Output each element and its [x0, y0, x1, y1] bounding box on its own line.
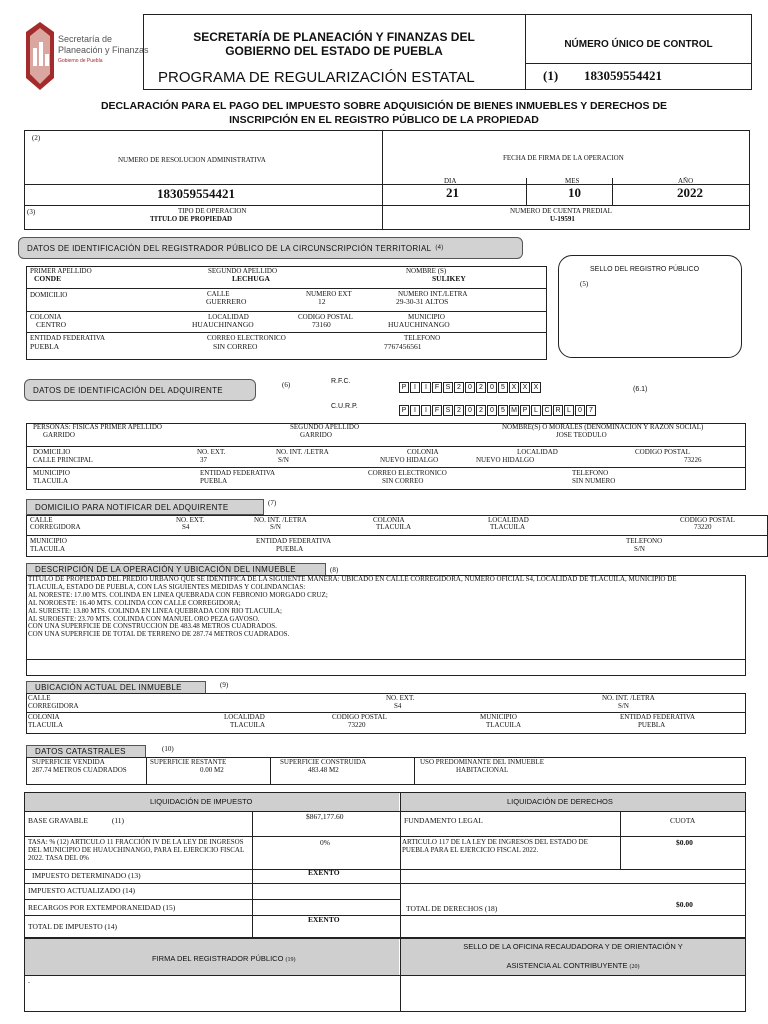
not-tel: S/N — [634, 545, 645, 553]
not-int-label: NO. INT. /LETRA — [254, 516, 307, 524]
reg-email: SIN CORREO — [213, 342, 258, 351]
reg-dom-label: DOMICILIO — [30, 291, 68, 299]
reg-name: SULIKEY — [432, 274, 466, 283]
loc-street-label: CALLE — [28, 694, 51, 702]
reg-loc: HUAUCHINANGO — [192, 320, 254, 329]
month-value: 10 — [568, 185, 581, 200]
registrar-box — [26, 266, 547, 360]
reg-email-label: CORREO ELECTRONICO — [207, 334, 286, 342]
rate-label: TASA: % (12) ARTICULO 11 FRACCIÓN IV DE LA LEY DE INGRESOS DEL MUNICIPIO DE HUAUCHINANGO, PARA EL EJERCICIO FISCAL 2022. TASA DEL 0% — [28, 838, 244, 862]
date-label: FECHA DE FIRMA DE LA OPERACION — [503, 154, 624, 162]
curp-char-box: 2 — [454, 405, 464, 416]
day-value: 21 — [446, 185, 459, 200]
loc-cp: 73220 — [348, 721, 366, 729]
liquidation-table — [24, 792, 746, 938]
description-section-title: DESCRIPCIÓN DE LA OPERACIÓN Y UBICACIÓN DEL INMUEBLE — [35, 565, 296, 574]
location-section-title: UBICACIÓN ACTUAL DEL INMUEBLE — [35, 683, 182, 692]
rfc-char-box: I — [421, 382, 431, 393]
acq-street: CALLE PRINCIPAL — [33, 456, 93, 464]
acq-tel: SIN NUMERO — [572, 477, 616, 485]
acq-ent-label: ENTIDAD FEDERATIVA — [200, 469, 276, 477]
base-label — [28, 816, 124, 825]
reg-int-label: NUMERO INT./LETRA — [398, 290, 468, 298]
acq-ap2: GARRIDO — [300, 431, 332, 439]
determined-label: IMPUESTO DETERMINADO (13) — [32, 871, 141, 880]
reg-col: CENTRO — [36, 320, 66, 329]
registry-seal-label: SELLO DEL REGISTRO PÚBLICO — [590, 266, 700, 273]
loc-mun: TLACUILA — [486, 721, 521, 729]
curp-char-box: F — [432, 405, 442, 416]
logo-text-line1: Secretaría de — [58, 34, 113, 44]
acq-col-label: COLONIA — [407, 448, 439, 456]
description-line: TLACUILA, ESTADO DE PUEBLA, CON LAS SIGUIENTES MEDIDAS Y COLINDANCIAS: — [28, 582, 306, 591]
loc-int-label: NO. INT. /LETRA — [602, 694, 655, 702]
curp-char-box: M — [509, 405, 519, 416]
notify-section-title: DOMICILIO PARA NOTIFICAR DEL ADQUIRENTE — [35, 502, 229, 512]
reg-cp-label: CODIGO POSTAL — [298, 313, 353, 321]
loc-street: CORREGIDORA — [28, 702, 79, 710]
title-line2: GOBIERNO DEL ESTADO DE PUEBLA — [225, 44, 443, 58]
year-label: AÑO — [678, 177, 694, 185]
reg-tel: 7767456561 — [384, 342, 422, 351]
acq-dom-label: DOMICILIO — [33, 448, 71, 456]
cad-rem-label: SUPERFICIE RESTANTE — [150, 758, 227, 766]
office-seal-ref: (20) — [629, 964, 640, 970]
acquirer-section-title: DATOS DE IDENTIFICACIÓN DEL ADQUIRENTE — [33, 385, 223, 395]
acquirer-ref: (6) — [282, 381, 291, 389]
registry-seal-ref: (5) — [580, 280, 589, 288]
section3-ref: (3) — [27, 208, 36, 216]
not-street: CORREGIDORA — [30, 523, 81, 531]
loc-ext-label: NO. EXT. — [386, 694, 415, 702]
curp-char-box: 0 — [575, 405, 585, 416]
cad-use: HABITACIONAL — [456, 766, 509, 774]
acq-mun: TLACUILA — [33, 477, 68, 485]
reg-tel-label: TELEFONO — [404, 334, 441, 342]
loc-ent: PUEBLA — [638, 721, 666, 729]
reg-street: GUERRERO — [206, 297, 247, 306]
cad-built-label: SUPERFICIE CONSTRUIDA — [280, 758, 367, 766]
notify-ref: (7) — [268, 499, 277, 507]
reg-ent: PUEBLA — [30, 342, 60, 351]
logo-subtitle: Gobierno de Puebla — [58, 58, 103, 64]
not-ext-label: NO. EXT. — [176, 516, 205, 524]
acq-email-label: CORREO ELECTRONICO — [368, 469, 447, 477]
acq-ext: 37 — [200, 456, 207, 464]
account-label: NUMERO DE CUENTA PREDIAL — [510, 207, 612, 215]
reg-ent-label: ENTIDAD FEDERATIVA — [30, 334, 106, 342]
reg-street-label: CALLE — [207, 290, 230, 298]
rfc-char-box: X — [520, 382, 530, 393]
acq-cp-label: CODIGO POSTAL — [635, 448, 690, 456]
description-line: AL SURESTE: 13.80 MTS. COLINDA EN LINEA QUEBRADA CON RIO TLACUILA; — [28, 606, 282, 615]
rfc-label: R.F.C. — [331, 378, 351, 385]
not-cp-label: CODIGO POSTAL — [680, 516, 735, 524]
year-value: 2022 — [677, 185, 703, 200]
not-street-label: CALLE — [30, 516, 53, 524]
reg-col-label: COLONIA — [30, 313, 62, 321]
rfc-char-box: 2 — [476, 382, 486, 393]
acq-names: JOSE TEODULO — [556, 431, 607, 439]
not-mun: TLACUILA — [30, 545, 65, 553]
curp-char-box: R — [553, 405, 563, 416]
curp-char-box: I — [421, 405, 431, 416]
office-seal-line2 — [401, 961, 745, 972]
resolution-label: NUMERO DE RESOLUCION ADMINISTRATIVA — [118, 156, 266, 164]
reg-int: 29-30-31 ALTOS — [396, 297, 449, 306]
loc-col: TLACUILA — [28, 721, 63, 729]
not-col: TLACUILA — [376, 523, 411, 531]
rfc-char-box: 2 — [454, 382, 464, 393]
reg-ext: 12 — [318, 297, 326, 306]
description-ref: (8) — [330, 566, 339, 574]
description-line: CON UNA SUPERFICIE DE CONSTRUCCION DE 483.48 METROS CUADRADOS. — [28, 622, 277, 631]
curp-label: C.U.R.P. — [331, 403, 358, 410]
not-cp: 73220 — [694, 523, 712, 531]
total-rights-label: TOTAL DE DERECHOS (18) — [406, 904, 498, 913]
rfc-boxes — [399, 382, 599, 394]
loc-int: S/N — [618, 702, 629, 710]
rfc-char-box: 5 — [498, 382, 508, 393]
rfc-ref: (6.1) — [633, 386, 648, 393]
loc-mun-label: MUNICIPIO — [480, 713, 517, 721]
reg-name-label: NOMBRE (S) — [406, 267, 447, 275]
description-line: AL NORESTE: 17.00 MTS. COLINDA EN LINEA QUEBRADA CON FEBRONIO MORGADO CRUZ; — [28, 590, 328, 599]
description-line: AL SUROESTE: 23.70 MTS. COLINDA CON MANUEL ORO PEZA GAVOSO. — [28, 614, 260, 623]
cadastral-ref: (10) — [162, 745, 174, 753]
op-type-label: TIPO DE OPERACION — [178, 207, 247, 215]
cadastral-box — [26, 757, 746, 785]
acq-ent: PUEBLA — [200, 477, 228, 485]
reg-ap1: CONDE — [34, 274, 62, 283]
reg-ap2: LECHUGA — [232, 274, 270, 283]
reg-ap2-label: SEGUNDO APELLIDO — [208, 267, 278, 275]
declaration-line1: DECLARACIÓN PARA EL PAGO DEL IMPUESTO SOBRE ADQUISICIÓN DE BIENES INMUEBLES Y DERECHOS DE — [100, 100, 668, 112]
acq-cp: 73226 — [684, 456, 702, 464]
loc-ext: S4 — [394, 702, 402, 710]
rfc-char-box: 0 — [487, 382, 497, 393]
updated-label: IMPUESTO ACTUALIZADO (14) — [28, 886, 135, 895]
not-loc: TLACUILA — [490, 523, 525, 531]
not-ent-label: ENTIDAD FEDERATIVA — [256, 537, 332, 545]
acq-loc-label: LOCALIDAD — [517, 448, 558, 456]
reg-ext-label: NUMERO EXT — [306, 290, 352, 298]
control-number-label: NÚMERO ÚNICO DE CONTROL — [564, 39, 713, 50]
day-label: DIA — [444, 177, 457, 185]
not-ent: PUEBLA — [276, 545, 304, 553]
office-seal-line1: SELLO DE LA OFICINA RECAUDADORA Y DE ORIENTACIÓN Y — [463, 942, 683, 951]
control-ref: (1) — [543, 68, 559, 83]
rfc-char-box: P — [399, 382, 409, 393]
legal-basis-label: FUNDAMENTO LEGAL — [404, 816, 483, 825]
curp-char-box: 0 — [465, 405, 475, 416]
signature-mark: . — [28, 976, 30, 985]
loc-cp-label: CODIGO POSTAL — [332, 713, 387, 721]
not-mun-label: MUNICIPIO — [30, 537, 67, 545]
curp-char-box: P — [399, 405, 409, 416]
cad-sold: 287.74 METROS CUADRADOS — [32, 766, 127, 774]
curp-char-box: L — [564, 405, 574, 416]
not-loc-label: LOCALIDAD — [488, 516, 529, 524]
tax-liquidation-title: LIQUIDACIÓN DE IMPUESTO — [150, 797, 253, 806]
loc-loc: TLACUILA — [230, 721, 265, 729]
acq-names-label: NOMBRE(S) O MORALES (DENOMINACION Y RAZON SOCIAL) — [502, 423, 704, 431]
acq-email: SIN CORREO — [382, 477, 424, 485]
op-type-value: TITULO DE PROPIEDAD — [150, 215, 233, 223]
cadastral-section-title: DATOS CATASTRALES — [35, 747, 126, 756]
cad-use-label: USO PREDOMINANTE DEL INMUEBLE — [420, 758, 544, 766]
notify-section-header — [26, 499, 264, 515]
cad-sold-label: SUPERFICIE VENDIDA — [32, 758, 105, 766]
loc-ent-label: ENTIDAD FEDERATIVA — [620, 713, 696, 721]
section2-ref: (2) — [32, 134, 41, 142]
acquirer-section-header — [24, 379, 256, 401]
rfc-char-box: I — [410, 382, 420, 393]
description-line: TITULO DE PROPIEDAD DEL PREDIO URBANO QUE SE IDENTIFICA DE LA SIGUIENTE MANERA: UBICADO EN CALLE CORREGIDORA, NUMERO OFICIAL S4, LOCALIDAD DE TLACUILA, MUNICIPIO DE — [28, 575, 677, 583]
curp-boxes — [399, 405, 689, 417]
curp-char-box: P — [520, 405, 530, 416]
program-title: PROGRAMA DE REGULARIZACIÓN ESTATAL — [158, 69, 475, 86]
description-line: CON UNA SUPERFICIE DE TOTAL DE TERRENO DE 287.74 METROS CUADRADOS. — [28, 630, 290, 639]
rate-value: 0% — [320, 838, 330, 847]
resolution-value: 183059554421 — [157, 186, 235, 201]
not-ext: S4 — [182, 523, 190, 531]
logo-text-line2: Planeación y Finanzas — [58, 45, 149, 55]
registrar-signature-text: FIRMA DEL REGISTRADOR PÚBLICO — [152, 954, 284, 963]
acq-mun-label: MUNICIPIO — [33, 469, 70, 477]
base-value: $867,177.60 — [306, 812, 344, 821]
acq-col: NUEVO HIDALGO — [380, 456, 439, 464]
registrar-signature-label — [152, 954, 296, 965]
curp-char-box: I — [410, 405, 420, 416]
curp-char-box: S — [443, 405, 453, 416]
rfc-char-box: 0 — [465, 382, 475, 393]
acq-persons-label: PERSONAS: FISICAS PRIMER APELLIDO — [33, 423, 162, 431]
acq-int: S/N — [278, 456, 289, 464]
acq-tel-label: TELEFONO — [572, 469, 609, 477]
loc-col-label: COLONIA — [28, 713, 60, 721]
acq-ap1: GARRIDO — [43, 431, 75, 439]
curp-char-box: 5 — [498, 405, 508, 416]
rights-liquidation-title: LIQUIDACIÓN DE DERECHOS — [507, 797, 613, 806]
registrar-signature-ref: (19) — [285, 957, 296, 963]
curp-char-box: C — [542, 405, 552, 416]
cad-built: 483.48 M2 — [308, 766, 339, 774]
curp-char-box: L — [531, 405, 541, 416]
registrar-section-ref: (4) — [435, 245, 444, 251]
title-line1: SECRETARÍA DE PLANEACIÓN Y FINANZAS DEL — [193, 30, 475, 44]
account-value: U-19591 — [550, 215, 575, 223]
rfc-char-box: S — [443, 382, 453, 393]
reg-mun: HUAUCHINANGO — [388, 320, 450, 329]
description-text — [28, 576, 744, 639]
acq-ap2-label: SEGUNDO APELLIDO — [290, 423, 360, 431]
determined-value: EXENTO — [308, 868, 340, 877]
total-tax-label: TOTAL DE IMPUESTO (14) — [28, 922, 118, 931]
rfc-char-box: X — [509, 382, 519, 393]
cad-rem: 0.00 M2 — [200, 766, 224, 774]
reg-loc-label: LOCALIDAD — [208, 313, 249, 321]
reg-cp: 73160 — [312, 320, 331, 329]
control-number: 183059554421 — [584, 68, 662, 83]
description-line: AL NOROESTE: 16.40 MTS. COLINDA CON CALLE CORREGIDORA; — [28, 598, 241, 607]
curp-char-box: 0 — [487, 405, 497, 416]
reg-ap1-label: PRIMER APELLIDO — [30, 267, 92, 275]
base-label-ref: (11) — [111, 816, 125, 825]
declaration-line2: INSCRIPCIÓN EN EL REGISTRO PÚBLICO DE LA PROPIEDAD — [229, 114, 539, 126]
loc-loc-label: LOCALIDAD — [224, 713, 265, 721]
month-label: MES — [565, 177, 580, 185]
fee-label: CUOTA — [670, 816, 696, 825]
fee-value: $0.00 — [676, 838, 693, 847]
reg-mun-label: MUNICIPIO — [408, 313, 445, 321]
total-rights-value: $0.00 — [676, 900, 693, 909]
acq-loc: NUEVO HIDALGO — [476, 456, 535, 464]
acq-ext-label: NO. EXT. — [197, 448, 226, 456]
not-col-label: COLONIA — [373, 516, 405, 524]
not-tel-label: TELEFONO — [626, 537, 663, 545]
base-label-text: BASE GRAVABLE — [28, 816, 88, 825]
surcharges-label: RECARGOS POR EXTEMPORANEIDAD (15) — [28, 903, 176, 912]
total-tax-value: EXENTO — [308, 915, 340, 924]
location-ref: (9) — [220, 681, 229, 689]
registrar-section-header — [18, 237, 523, 259]
rights-article: ARTICULO 117 DE LA LEY DE INGRESOS DEL ESTADO DE PUEBLA PARA EL EJERCICIO FISCAL 2022. — [402, 838, 588, 854]
not-int: S/N — [270, 523, 281, 531]
office-seal-line2-text: ASISTENCIA AL CONTRIBUYENTE — [506, 961, 628, 970]
curp-char-box: 7 — [586, 405, 596, 416]
acq-int-label: NO. INT. /LETRA — [276, 448, 329, 456]
rfc-char-box: X — [531, 382, 541, 393]
curp-char-box: 2 — [476, 405, 486, 416]
resolution-box — [24, 130, 750, 230]
registrar-section-title: DATOS DE IDENTIFICACIÓN DEL REGISTRADOR PÚBLICO DE LA CIRCUNSCRIPCIÓN TERRITORIAL — [27, 243, 432, 253]
rfc-char-box: F — [432, 382, 442, 393]
